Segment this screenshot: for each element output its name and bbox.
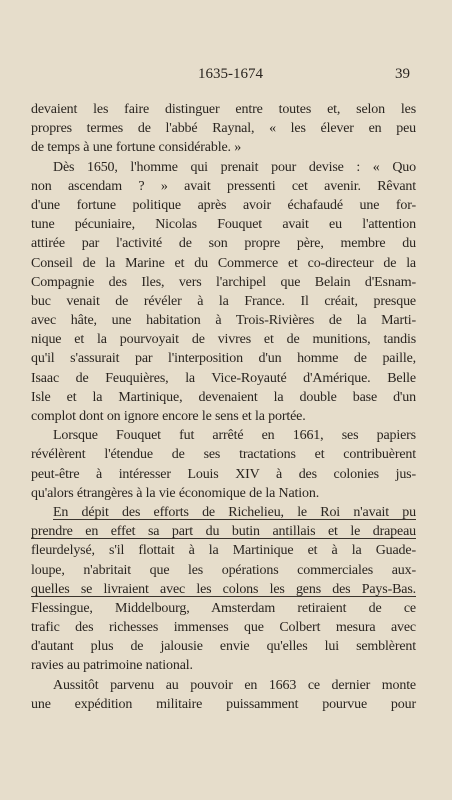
text-line: Flessingue, Middelbourg, Amsterdam retiraient de ce — [31, 600, 416, 616]
text-line: Isle et la Martinique, devenaient la double base d'un — [31, 389, 416, 405]
text-line: tune pécuniaire, Nicolas Fouquet avait eu l'attention — [31, 217, 416, 233]
text-line: Lorsque Fouquet fut arrêté en 1661, ses papiers — [53, 428, 416, 444]
text-line: ravies au patrimoine national. — [31, 658, 193, 674]
text-line: révélèrent l'étendue de ses tractations et contribuèrent — [31, 447, 416, 463]
text-line: Dès 1650, l'homme qui prenait pour devise : « Quo — [53, 159, 416, 175]
text-line: Aussitôt parvenu au pouvoir en 1663 ce dernier monte — [53, 677, 416, 693]
text-line: devaient les faire distinguer entre toutes et, selon les — [31, 102, 416, 117]
text-line: peut-être à intéresser Louis XIV à des colonies jus- — [31, 466, 416, 482]
text-line: une expédition militaire puissamment pourvue pour — [31, 696, 416, 712]
text-line: qu'alors étrangères à la vie économique de la Nation. — [31, 485, 320, 501]
underlined-text-line: prendre en effet sa part du butin antillais et le drapeau — [31, 524, 416, 540]
text-line: fleurdelysé, s'il flottait à la Martinique et à la Guade- — [31, 543, 416, 559]
text-line: nique et la pourvoyait de vivres et de munitions, tandis — [31, 332, 416, 348]
underlined-text-line: En dépit des efforts de Richelieu, le Roi n'avait pu — [53, 504, 416, 520]
text-line: complot dont on ignore encore le sens et la portée. — [31, 409, 306, 424]
text-line: d'une fortune politique après avoir échafaudé une for- — [31, 197, 416, 213]
text-line: avec hâte, une habitation à Trois-Rivières de la Marti- — [31, 313, 416, 329]
text-line: attirée par l'activité de son propre père, membre du — [31, 236, 416, 252]
text-line: non ascendam ? » avait pressenti cet avenir. Rêvant — [31, 178, 416, 194]
text-line: Compagnie des Iles, vers l'archipel que Belain d'Esnam- — [31, 274, 416, 290]
underlined-text-line: quelles se livraient avec les colons les gens des Pays-Bas. — [31, 581, 416, 597]
text-line: Isaac de Feuquières, la Vice-Royauté d'Amérique. Belle — [31, 370, 416, 386]
page-number: 39 — [395, 66, 410, 82]
body-text — [31, 100, 416, 714]
text-line: loupe, n'abritait que les opérations commerciales aux- — [31, 562, 416, 578]
text-line: trafic des richesses immenses que Colbert mesura avec — [31, 620, 416, 636]
text-line: buc venait de révéler à la France. Il créait, presque — [31, 293, 416, 309]
text-line: qu'il s'assurait par l'interposition d'un homme de paille, — [31, 351, 416, 367]
text-line: d'autant plus de jalousie envie qu'elles lui semblèrent — [31, 639, 416, 655]
running-header — [30, 66, 410, 86]
text-line: de temps à une fortune considérable. » — [31, 140, 242, 156]
header-date-range: 1635-1674 — [198, 66, 263, 82]
text-line: Conseil de la Marine et du Commerce et co-directeur de la — [31, 255, 416, 271]
text-line: propres termes de l'abbé Raynal, « les élever en peu — [31, 121, 416, 137]
